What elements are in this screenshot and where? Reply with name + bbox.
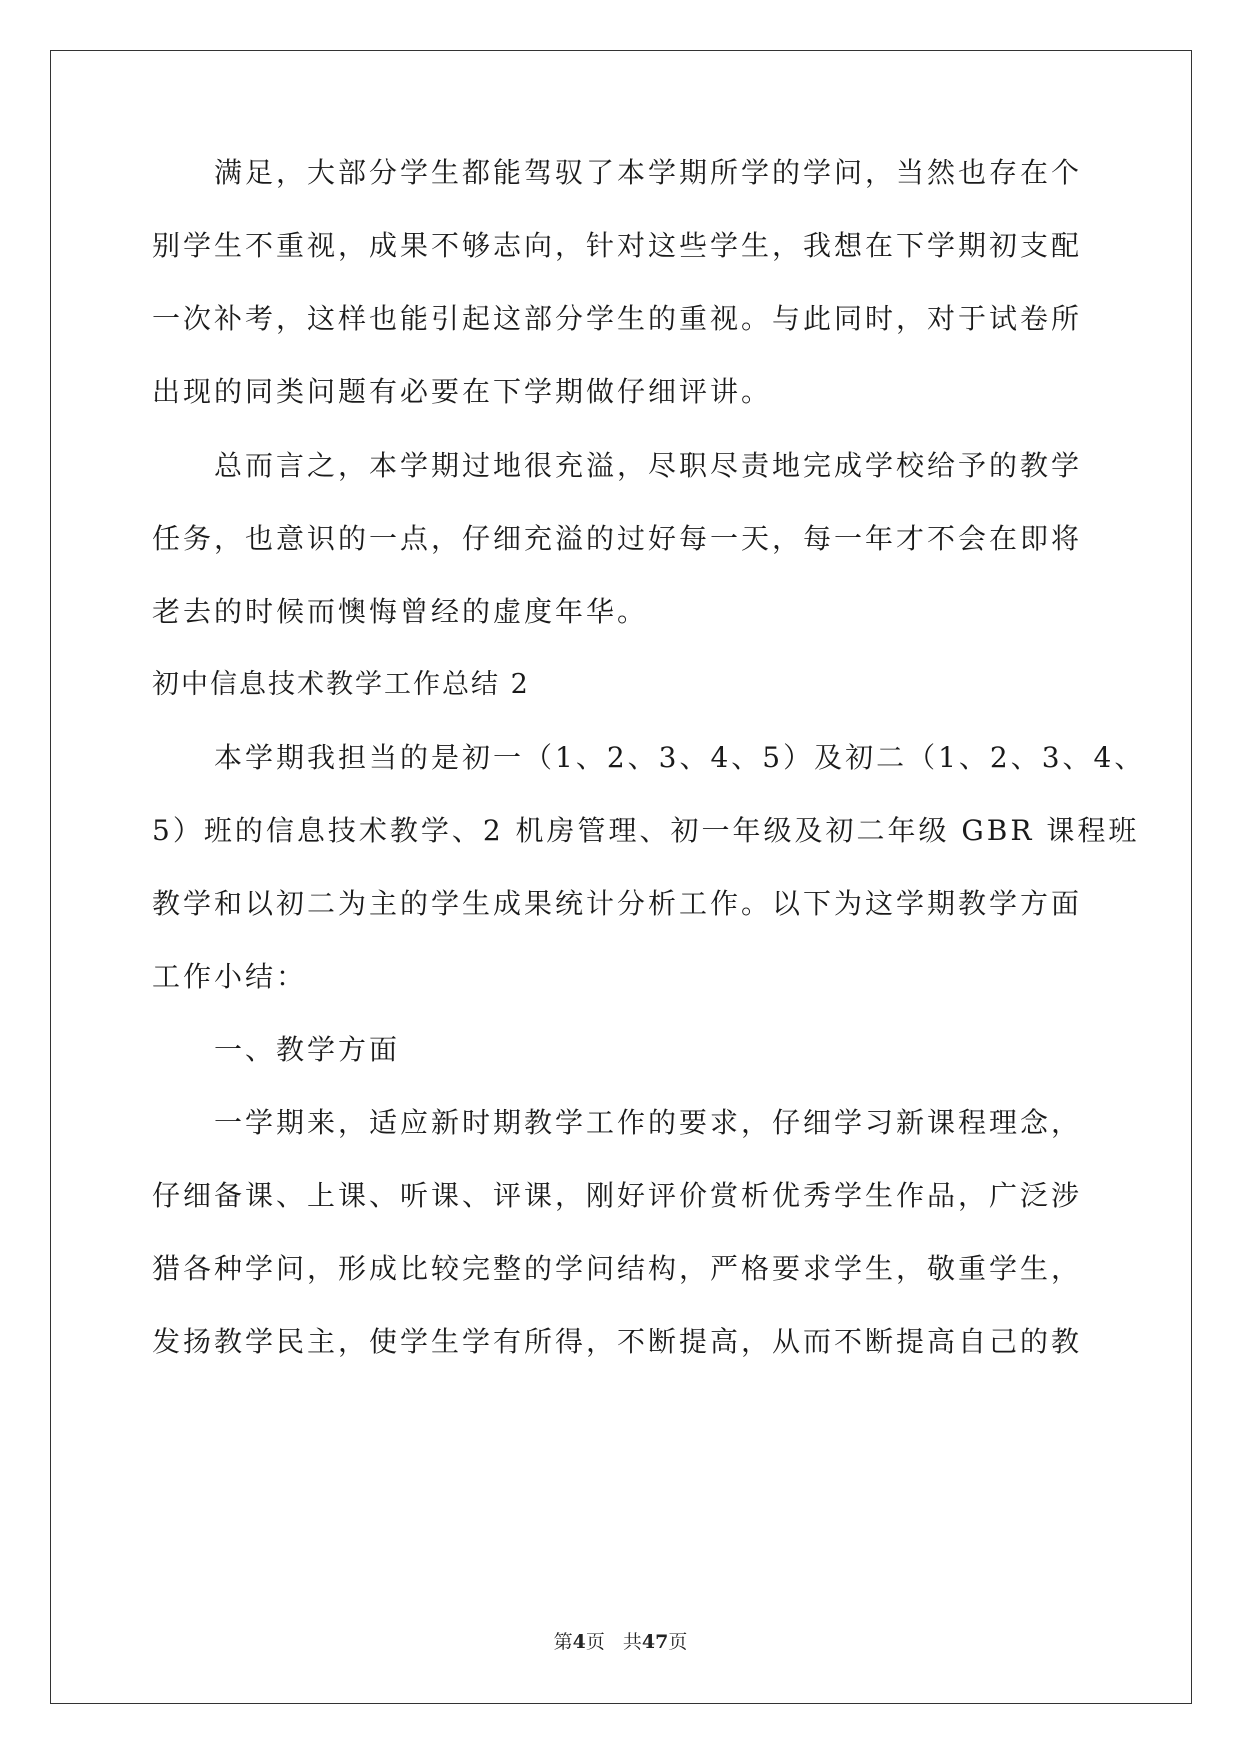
body-text-line: 本学期我担当的是初一（1、2、3、4、5）及初二（1、2、3、4、 <box>214 741 1146 774</box>
subsection-heading: 一、教学方面 <box>214 1033 401 1066</box>
body-text-line: 教学和以初二为主的学生成果统计分析工作。以下为这学期教学方面 <box>152 887 1083 920</box>
total-suffix: 页 <box>668 1631 688 1653</box>
body-text-line: 任务，也意识的一点，仔细充溢的过好每一天，每一年才不会在即将 <box>152 522 1083 555</box>
body-text-line: 一学期来，适应新时期教学工作的要求，仔细学习新课程理念， <box>214 1106 1083 1139</box>
body-text-line: 满足，大部分学生都能驾驭了本学期所学的学问，当然也存在个 <box>214 156 1083 189</box>
page-prefix: 第 <box>553 1631 573 1653</box>
body-text-line: 别学生不重视，成果不够志向，针对这些学生，我想在下学期初支配 <box>152 229 1083 262</box>
body-text-line: 发扬教学民主，使学生学有所得，不断提高，从而不断提高自己的教 <box>152 1325 1083 1358</box>
page-suffix: 页 <box>585 1631 605 1653</box>
body-text-line: 工作小结： <box>152 960 308 993</box>
page-number: 4 <box>572 1631 586 1653</box>
body-text-line: 一次补考，这样也能引起这部分学生的重视。与此同时，对于试卷所 <box>152 302 1083 335</box>
total-pages: 47 <box>641 1631 669 1653</box>
section-heading: 初中信息技术教学工作总结 2 <box>152 669 530 700</box>
body-text-line: 猎各种学问，形成比较完整的学问结构，严格要求学生，敬重学生， <box>152 1252 1083 1285</box>
body-text-line: 出现的同类问题有必要在下学期做仔细评讲。 <box>152 375 773 408</box>
body-text-line: 总而言之，本学期过地很充溢，尽职尽责地完成学校给予的教学 <box>214 449 1083 482</box>
total-prefix: 共 <box>622 1631 642 1653</box>
body-text-line: 5）班的信息技术教学、2 机房管理、初一年级及初二年级 GBR 课程班 <box>152 814 1140 847</box>
body-text-line: 仔细备课、上课、听课、评课，刚好评价赏析优秀学生作品，广泛涉 <box>152 1179 1083 1212</box>
page-footer <box>0 1630 1241 1654</box>
body-text-line: 老去的时候而懊悔曾经的虚度年华。 <box>152 595 649 628</box>
